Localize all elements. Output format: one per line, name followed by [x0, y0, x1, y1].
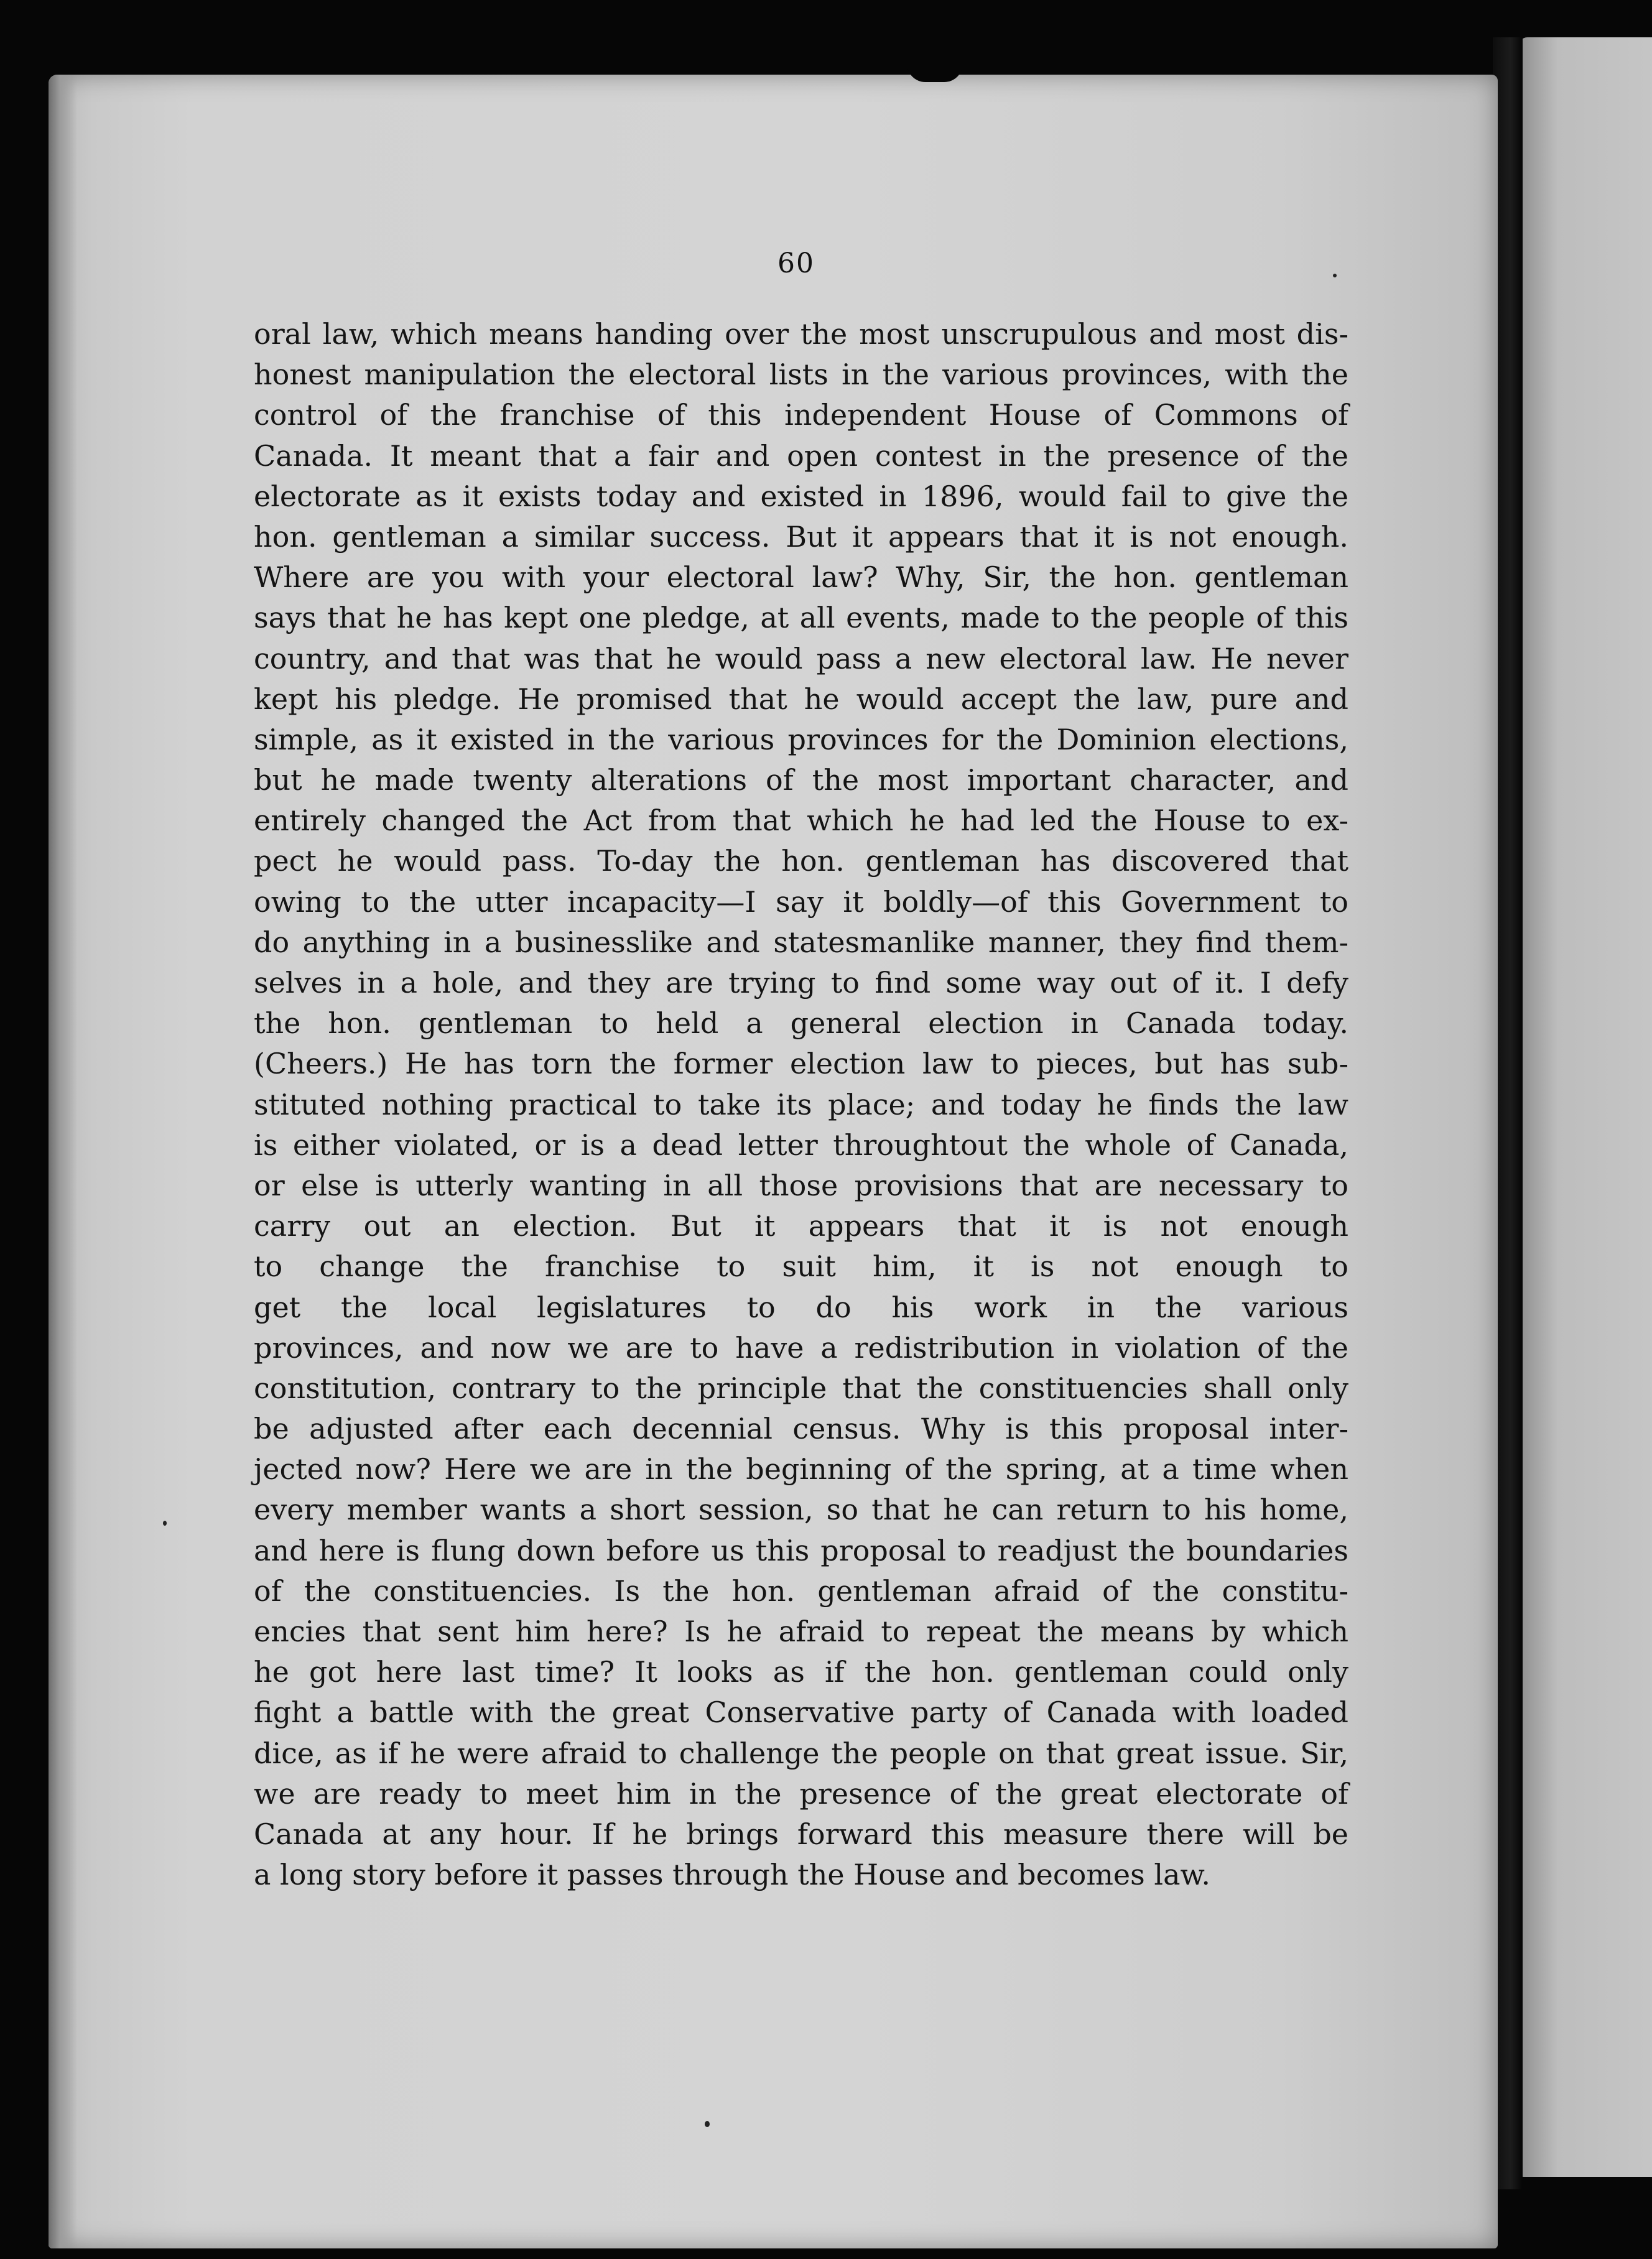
- body-text: [254, 314, 1348, 1895]
- text-line: Canada at any hour. If he brings forward this measure there will be: [254, 1817, 1348, 1851]
- text-line: provinces, and now we are to have a redistribution in violation of the: [254, 1330, 1348, 1365]
- text-line: selves in a hole, and they are trying to find some way out of it. I defy: [254, 966, 1348, 1000]
- text-line: (Cheers.) He has torn the former election law to pieces, but has sub-: [254, 1047, 1348, 1081]
- text-line: owing to the utter incapacity—I say it boldly—of this Government to: [254, 884, 1348, 919]
- text-line: Canada. It meant that a fair and open contest in the presence of the: [254, 438, 1348, 473]
- text-line: every member wants a short session, so that he can return to his home,: [254, 1493, 1348, 1527]
- text-line: simple, as it existed in the various provinces for the Dominion elections,: [254, 722, 1348, 756]
- text-line: is either violated, or is a dead letter throughtout the whole of Canada,: [254, 1128, 1348, 1162]
- text-line: honest manipulation the electoral lists in the various provinces, with the: [254, 358, 1348, 392]
- text-line: control of the franchise of this independent House of Commons of: [254, 398, 1348, 432]
- text-line: dice, as if he were afraid to challenge the people on that great issue. Sir,: [254, 1736, 1348, 1770]
- page-left-edge: [49, 75, 77, 2248]
- text-line: jected now? Here we are in the beginning of the spring, at a time when: [254, 1452, 1348, 1487]
- text-line: to change the franchise to suit him, it is not enough to: [254, 1250, 1348, 1284]
- text-line: of the constituencies. Is the hon. gentleman afraid of the constitu-: [254, 1574, 1348, 1608]
- ink-speck: [705, 2121, 710, 2127]
- text-line: Where are you with your electoral law? Why, Sir, the hon. gentleman: [254, 560, 1348, 595]
- text-line: stituted nothing practical to take its place; and today he finds the law: [254, 1087, 1348, 1121]
- text-line: pect he would pass. To-day the hon. gentleman has discovered that: [254, 844, 1348, 878]
- text-line: be adjusted after each decennial census. Why is this proposal inter-: [254, 1412, 1348, 1446]
- text-line: or else is utterly wanting in all those provisions that are necessary to: [254, 1168, 1348, 1202]
- text-line-last: a long story before it passes through the House and becomes law.: [254, 1858, 1211, 1892]
- text-line: and here is flung down before us this proposal to readjust the boundaries: [254, 1533, 1348, 1567]
- text-line: hon. gentleman a similar success. But it appears that it is not enough.: [254, 519, 1348, 554]
- text-line: country, and that was that he would pass a new electoral law. He never: [254, 641, 1348, 675]
- text-line: carry out an election. But it appears that it is not enough: [254, 1209, 1348, 1243]
- text-line: fight a battle with the great Conservative party of Canada with loaded: [254, 1695, 1348, 1730]
- text-line: do anything in a businesslike and statesmanlike manner, they find them-: [254, 925, 1348, 959]
- text-line: get the local legislatures to do his work in the various: [254, 1290, 1348, 1324]
- page-top-notch: [907, 63, 963, 82]
- text-line: but he made twenty alterations of the most important character, and: [254, 763, 1348, 797]
- text-line: entirely changed the Act from that which he had led the House to ex-: [254, 804, 1348, 838]
- text-line: says that he has kept one pledge, at all events, made to the people of this: [254, 601, 1348, 635]
- text-line: kept his pledge. He promised that he would accept the law, pure and: [254, 682, 1348, 716]
- text-line: electorate as it exists today and existed in 1896, would fail to give the: [254, 479, 1348, 513]
- text-line: constitution, contrary to the principle that the constituencies shall only: [254, 1371, 1348, 1405]
- text-line: we are ready to meet him in the presence of the great electorate of: [254, 1776, 1348, 1811]
- text-line: oral law, which means handing over the most unscrupulous and most dis-: [254, 317, 1348, 351]
- text-line: he got here last time? It looks as if the hon. gentleman could only: [254, 1655, 1348, 1689]
- ink-speck: [1333, 274, 1337, 277]
- page-number: 60: [777, 248, 815, 279]
- text-line: encies that sent him here? Is he afraid to repeat the means by which: [254, 1615, 1348, 1648]
- ink-speck: [163, 1521, 167, 1526]
- adjacent-page-edge: [1518, 37, 1652, 2177]
- text-line: the hon. gentleman to held a general election in Canada today.: [254, 1006, 1348, 1041]
